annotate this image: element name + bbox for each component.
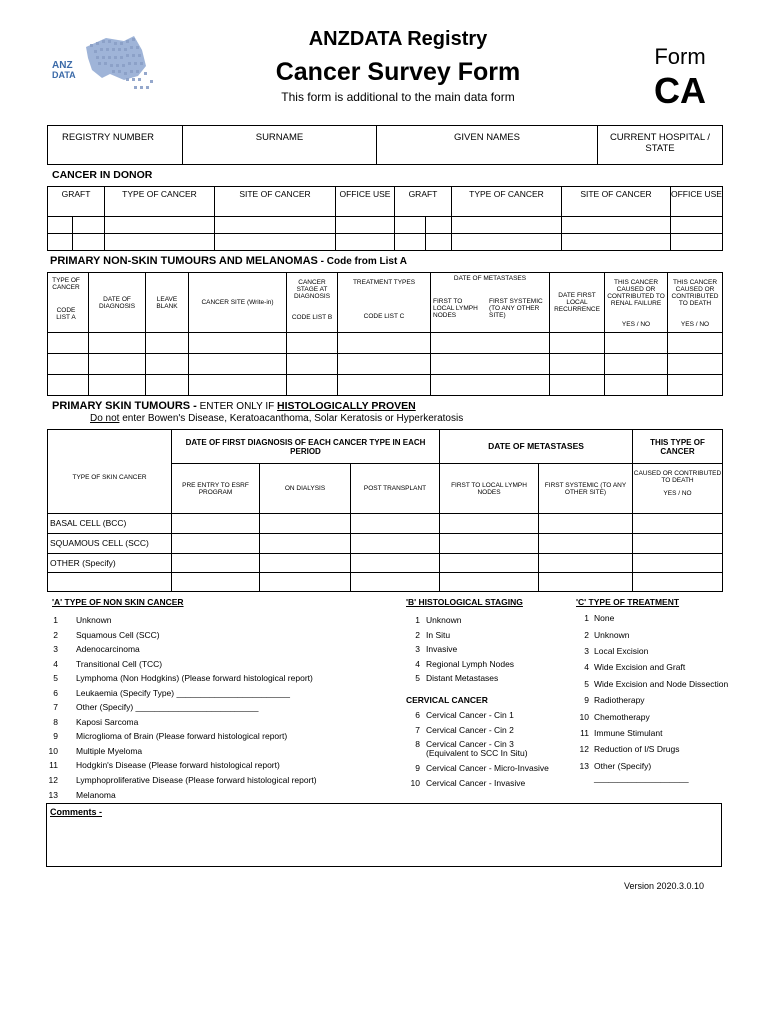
nonskin-cell[interactable] — [48, 354, 89, 375]
nonskin-type-header — [48, 273, 89, 333]
donor-cell[interactable] — [670, 217, 722, 234]
nonskin-cell[interactable] — [431, 333, 550, 354]
list-item: Unknown — [426, 615, 462, 625]
skin-cell[interactable] — [440, 514, 539, 534]
list-item: Cervical Cancer - Cin 3 — [426, 739, 514, 749]
skin-cell[interactable] — [539, 554, 633, 573]
list-number: 9 — [53, 731, 58, 741]
donor-row — [48, 217, 723, 234]
list-number: 13 — [579, 761, 589, 771]
form-title: Cancer Survey Form — [275, 58, 521, 86]
skin-cell[interactable] — [351, 554, 440, 573]
donor-heading: CANCER IN DONOR — [52, 169, 153, 181]
list-item-note: (Equivalent to SCC In Situ) — [426, 748, 528, 758]
skin-cell[interactable] — [633, 534, 723, 554]
renal-yes-no: YES / NO — [621, 321, 651, 328]
skin-row-label[interactable] — [48, 573, 172, 592]
list-number: 7 — [415, 725, 420, 735]
list-item: Hodgkin's Disease (Please forward histological report) — [76, 760, 280, 770]
list-item: Squamous Cell (SCC) — [76, 630, 160, 640]
list-item: Adenocarcinoma — [76, 644, 140, 654]
donor-cell[interactable] — [73, 234, 105, 251]
skin-row-label: OTHER (Specify) — [48, 554, 172, 573]
list-c-heading: 'C' TYPE OF TREATMENT — [576, 597, 680, 607]
nonskin-cell[interactable] — [550, 354, 605, 375]
skin-cell[interactable] — [172, 534, 260, 554]
donor-cell[interactable] — [48, 234, 73, 251]
list-number: 5 — [53, 673, 58, 683]
skin-row-bcc — [48, 514, 723, 534]
donor-office-header-2: OFFICE USE — [670, 187, 722, 217]
nonskin-heading-text: PRIMARY NON-SKIN TUMOURS AND MELANOMAS — [50, 255, 318, 267]
donor-site-header-1: SITE OF CANCER — [214, 187, 335, 217]
treatment-types-header — [338, 273, 431, 333]
list-number: 3 — [53, 644, 58, 654]
donor-cell[interactable] — [451, 217, 561, 234]
list-number: 3 — [584, 646, 589, 656]
list-number: 8 — [53, 717, 58, 727]
list-number: 12 — [48, 775, 58, 785]
stage-label: CANCER STAGE AT DIAGNOSIS — [293, 279, 331, 300]
code-list-b-label: CODE LIST B — [291, 314, 333, 321]
skin-enter-only: ENTER ONLY IF — [196, 401, 278, 412]
nonskin-cell[interactable] — [287, 354, 338, 375]
list-item: Cervical Cancer - Cin 2 — [426, 725, 514, 735]
nonskin-row — [48, 333, 723, 354]
type-of-cancer-label: TYPE OF CANCER — [52, 277, 80, 291]
nonskin-cell[interactable] — [668, 333, 723, 354]
skin-cell[interactable] — [633, 573, 723, 592]
list-item: Multiple Myeloma — [76, 746, 143, 756]
first-lymph-label: FIRST TO LOCAL LYMPH NODES — [433, 298, 478, 319]
code-list-a-label: CODE LIST A — [56, 307, 76, 321]
death-label: THIS CANCER CAUSED OR CONTRIBUTED TO DEATH — [671, 279, 719, 307]
donor-graft-header-2: GRAFT — [394, 187, 451, 217]
list-item: Lymphoma (Non Hodgkins) (Please forward histological report) — [76, 673, 313, 683]
nonskin-cell[interactable] — [189, 354, 287, 375]
skin-cell[interactable] — [440, 554, 539, 573]
skin-first-systemic-header: FIRST SYSTEMIC (TO ANY OTHER SITE) — [539, 464, 633, 514]
skin-caused-header — [633, 464, 723, 514]
list-item: Transitional Cell (TCC) — [76, 659, 163, 669]
skin-exclusions — [90, 413, 463, 424]
code-list-c-label: CODE LIST C — [363, 313, 405, 320]
pre-entry-header: PRE ENTRY TO ESRF PROGRAM — [172, 464, 260, 514]
skin-cell[interactable] — [172, 573, 260, 592]
list-number: 4 — [415, 659, 420, 669]
list-number: 9 — [584, 695, 589, 705]
list-item: Local Excision — [594, 646, 649, 656]
donor-cell[interactable] — [335, 234, 394, 251]
list-number: 9 — [415, 763, 420, 773]
list-number: 8 — [415, 739, 420, 749]
skin-cell[interactable] — [351, 534, 440, 554]
list-number: 11 — [49, 760, 58, 770]
skin-cell[interactable] — [260, 514, 351, 534]
skin-histologically: HISTOLOGICALLY PROVEN — [277, 400, 416, 412]
skin-table — [47, 429, 723, 592]
nonskin-cell[interactable] — [550, 375, 605, 396]
do-not-text: Do not — [90, 413, 120, 424]
nonskin-cell[interactable] — [605, 333, 668, 354]
form-label: Form — [654, 44, 706, 69]
nonskin-cell[interactable] — [338, 375, 431, 396]
donor-site-header-2: SITE OF CANCER — [561, 187, 670, 217]
donor-office-header-1: OFFICE USE — [335, 187, 394, 217]
skin-cell[interactable] — [260, 573, 351, 592]
list-item: Wide Excision and Graft — [594, 662, 686, 672]
list-item: Unknown — [76, 615, 112, 625]
donor-cell[interactable] — [73, 217, 105, 234]
comments-label: Comments - — [50, 807, 103, 817]
donor-cell[interactable] — [104, 234, 214, 251]
nonskin-cell[interactable] — [48, 333, 89, 354]
date-of-metastases-header — [431, 273, 550, 333]
list-item: Invasive — [426, 644, 458, 654]
skin-row-scc — [48, 534, 723, 554]
renal-failure-header — [605, 273, 668, 333]
list-number: 2 — [415, 630, 420, 640]
nonskin-cell[interactable] — [48, 375, 89, 396]
nonskin-cell[interactable] — [431, 375, 550, 396]
list-number: 2 — [584, 630, 589, 640]
list-number: 10 — [579, 712, 589, 722]
death-header — [668, 273, 723, 333]
exclusions-text: enter Bowen's Disease, Keratoacanthoma, Solar Keratosis or Hyperkeratosis — [119, 413, 464, 424]
list-item: Cervical Cancer - Micro-Invasive — [426, 763, 549, 773]
list-item: None — [594, 613, 615, 623]
list-item: Wide Excision and Node Dissection — [594, 679, 729, 689]
list-number: 10 — [410, 778, 420, 788]
nonskin-row — [48, 354, 723, 375]
skin-cell[interactable] — [260, 554, 351, 573]
list-number: 1 — [415, 615, 420, 625]
nonskin-heading-suffix: - Code from List A — [317, 256, 407, 267]
nonskin-cell[interactable] — [89, 333, 146, 354]
donor-cell[interactable] — [48, 217, 73, 234]
skin-heading — [52, 400, 416, 412]
nonskin-cell[interactable] — [146, 354, 189, 375]
nonskin-cell[interactable] — [338, 354, 431, 375]
donor-cell[interactable] — [214, 217, 335, 234]
other-specify-line: ____________________ — [594, 773, 689, 783]
donor-type-header-2: TYPE OF CANCER — [451, 187, 561, 217]
list-item: Cervical Cancer - Invasive — [426, 778, 526, 788]
skin-cell[interactable] — [440, 573, 539, 592]
nonskin-cell[interactable] — [287, 333, 338, 354]
recurrence-header: DATE FIRST LOCAL RECURRENCE — [550, 273, 605, 333]
donor-cell[interactable] — [425, 217, 451, 234]
skin-cell[interactable] — [633, 554, 723, 573]
donor-type-header-1: TYPE OF CANCER — [104, 187, 214, 217]
registry-number-field[interactable]: REGISTRY NUMBER — [48, 126, 183, 165]
list-a-heading: 'A' TYPE OF NON SKIN CANCER — [52, 597, 184, 607]
donor-cell[interactable] — [214, 234, 335, 251]
list-item: Radiotherapy — [594, 695, 645, 705]
list-number: 1 — [584, 613, 589, 623]
donor-cell[interactable] — [425, 234, 451, 251]
list-item: Leukaemia (Specify Type) ________________________ — [76, 688, 290, 698]
donor-row — [48, 234, 723, 251]
list-number: 5 — [415, 673, 420, 683]
list-number: 13 — [48, 790, 58, 800]
donor-cell[interactable] — [561, 234, 670, 251]
nonskin-cell[interactable] — [189, 333, 287, 354]
skin-heading-text: PRIMARY SKIN TUMOURS - — [52, 400, 197, 412]
list-item: Kaposi Sarcoma — [76, 717, 139, 727]
donor-cell[interactable] — [451, 234, 561, 251]
skin-cell[interactable] — [172, 554, 260, 573]
list-number: 10 — [48, 746, 58, 756]
hospital-field[interactable]: CURRENT HOSPITAL / STATE — [598, 126, 723, 165]
cervical-heading: CERVICAL CANCER — [406, 695, 488, 705]
list-item: Unknown — [594, 630, 630, 640]
skin-row-blank — [48, 573, 723, 592]
skin-cell[interactable] — [539, 573, 633, 592]
donor-cell[interactable] — [394, 234, 425, 251]
skin-cell[interactable] — [539, 534, 633, 554]
nonskin-cell[interactable] — [287, 375, 338, 396]
donor-cell[interactable] — [104, 217, 214, 234]
list-number: 7 — [53, 702, 58, 712]
skin-yes-no: YES / NO — [663, 490, 692, 497]
list-b-heading: 'B' HISTOLOGICAL STAGING — [406, 597, 523, 607]
form-code: CA — [654, 70, 706, 111]
treatment-types-label: TREATMENT TYPES — [352, 279, 416, 286]
list-item: Lymphoproliferative Disease (Please forward histological report) — [76, 775, 317, 785]
logo-anz: ANZ — [52, 60, 73, 71]
skin-row-other — [48, 554, 723, 573]
list-number: 6 — [415, 710, 420, 720]
nonskin-cell[interactable] — [431, 354, 550, 375]
list-item: Cervical Cancer - Cin 1 — [426, 710, 514, 720]
skin-row-label: BASAL CELL (BCC) — [48, 514, 172, 534]
patient-table — [47, 125, 723, 165]
skin-row-label: SQUAMOUS CELL (SCC) — [48, 534, 172, 554]
this-type-header: THIS TYPE OF CANCER — [633, 430, 723, 464]
list-number: 4 — [584, 662, 589, 672]
nonskin-cell[interactable] — [668, 375, 723, 396]
donor-cell[interactable] — [561, 217, 670, 234]
date-of-diagnosis-header: DATE OF DIAGNOSIS — [89, 273, 146, 333]
list-item: Other (Specify) __________________________ — [76, 702, 259, 712]
skin-cell[interactable] — [539, 514, 633, 534]
type-of-skin-header: TYPE OF SKIN CANCER — [48, 430, 172, 514]
skin-caused-label: CAUSED OR CONTRIBUTED TO DEATH — [633, 470, 722, 484]
given-names-field[interactable]: GIVEN NAMES — [377, 126, 598, 165]
comments-box[interactable] — [46, 803, 722, 867]
skin-cell[interactable] — [440, 534, 539, 554]
list-item: Microglioma of Brain (Please forward histological report) — [76, 731, 288, 741]
registry-title: ANZDATA Registry — [308, 28, 488, 50]
nonskin-cell[interactable] — [605, 354, 668, 375]
form-subtitle: This form is additional to the main data form — [281, 90, 515, 104]
version-text: Version 2020.3.0.10 — [624, 881, 705, 891]
nonskin-cell[interactable] — [189, 375, 287, 396]
nonskin-heading — [50, 255, 407, 267]
list-number: 1 — [53, 615, 58, 625]
list-number: 5 — [584, 679, 589, 689]
post-transplant-header: POST TRANSPLANT — [351, 464, 440, 514]
donor-graft-header-1: GRAFT — [48, 187, 105, 217]
donor-table — [47, 186, 723, 251]
list-item: Reduction of I/S Drugs — [594, 744, 680, 754]
donor-cell[interactable] — [670, 234, 722, 251]
death-yes-no: YES / NO — [680, 321, 710, 328]
first-systemic-label: FIRST SYSTEMIC (TO ANY OTHER SITE) — [489, 298, 543, 319]
nonskin-cell[interactable] — [338, 333, 431, 354]
donor-cell[interactable] — [335, 217, 394, 234]
date-of-metastases-label: DATE OF METASTASES — [453, 275, 527, 282]
list-item: Distant Metastases — [426, 673, 499, 683]
surname-field[interactable]: SURNAME — [183, 126, 377, 165]
nonskin-cell[interactable] — [668, 354, 723, 375]
skin-cell[interactable] — [351, 573, 440, 592]
list-item: Melanoma — [76, 790, 116, 800]
nonskin-cell[interactable] — [605, 375, 668, 396]
nonskin-cell[interactable] — [89, 354, 146, 375]
nonskin-cell[interactable] — [146, 375, 189, 396]
list-number: 3 — [415, 644, 420, 654]
list-number: 11 — [580, 728, 589, 738]
list-number: 4 — [53, 659, 58, 669]
nonskin-table — [47, 272, 723, 396]
skin-metastases-header: DATE OF METASTASES — [440, 430, 633, 464]
list-number: 2 — [53, 630, 58, 640]
skin-first-lymph-header: FIRST TO LOCAL LYMPH NODES — [440, 464, 539, 514]
nonskin-row — [48, 375, 723, 396]
nonskin-cell[interactable] — [89, 375, 146, 396]
list-item: Chemotherapy — [594, 712, 650, 722]
logo-data: DATA — [52, 70, 76, 80]
skin-cell[interactable] — [260, 534, 351, 554]
list-item: Regional Lymph Nodes — [426, 659, 515, 669]
list-number: 6 — [53, 688, 58, 698]
cancer-site-header: CANCER SITE (Write-in) — [189, 273, 287, 333]
list-item: In Situ — [426, 630, 451, 640]
list-item: Immune Stimulant — [594, 728, 663, 738]
skin-cell[interactable] — [633, 514, 723, 534]
renal-failure-label: THIS CANCER CAUSED OR CONTRIBUTED TO RENAL FAILURE — [607, 279, 665, 307]
first-diagnosis-header: DATE OF FIRST DIAGNOSIS OF EACH CANCER TYPE IN EACH PERIOD — [172, 430, 440, 464]
nonskin-cell[interactable] — [550, 333, 605, 354]
nonskin-cell[interactable] — [146, 333, 189, 354]
skin-cell[interactable] — [172, 514, 260, 534]
on-dialysis-header: ON DIALYSIS — [260, 464, 351, 514]
donor-cell[interactable] — [394, 217, 425, 234]
list-number: 12 — [579, 744, 589, 754]
skin-cell[interactable] — [351, 514, 440, 534]
list-item: Other (Specify) — [594, 761, 652, 771]
leave-blank-header: LEAVE BLANK — [146, 273, 189, 333]
stage-header — [287, 273, 338, 333]
